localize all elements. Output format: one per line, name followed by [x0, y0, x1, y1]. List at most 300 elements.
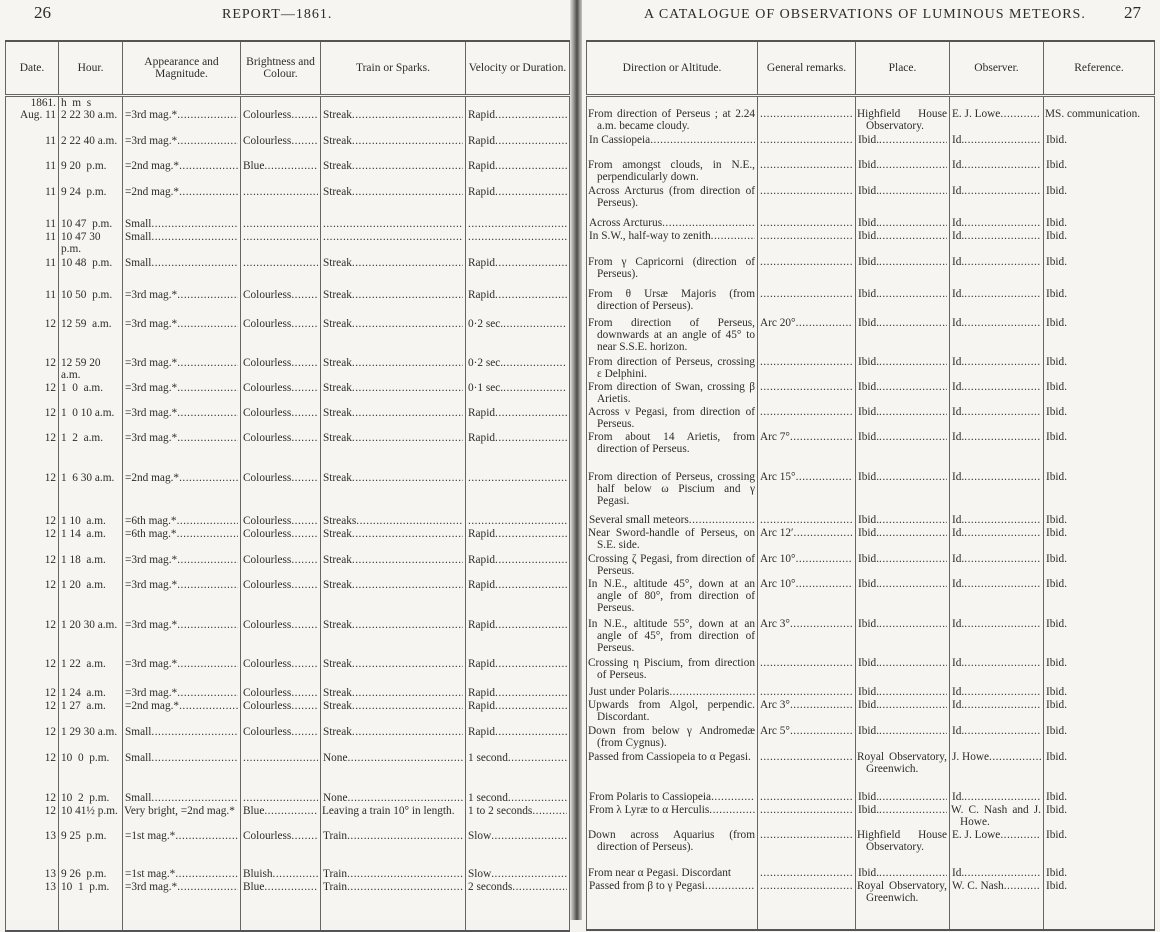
appearance-cell-text: =2nd mag.* [125, 472, 180, 485]
dot-leader [709, 804, 755, 816]
date-cell [6, 752, 59, 792]
brightness-cell-content [243, 687, 318, 699]
dot-leader [669, 686, 755, 698]
dot-leader [291, 528, 318, 540]
date-cell [6, 289, 59, 318]
dot-leader [177, 619, 238, 631]
table-row [587, 578, 1155, 618]
dot-leader [711, 791, 755, 803]
velocity-cell-text: Rapid [468, 700, 495, 713]
reference-cell [1044, 185, 1155, 217]
direction-text: From direction of Perseus, crossing half below ω Piscium and γ Pegasi. [588, 470, 755, 507]
dot-leader [879, 686, 947, 698]
dot-leader [760, 108, 853, 120]
place-cell [856, 471, 950, 514]
velocity-cell-text: 0·1 sec. [468, 382, 504, 395]
dot-leader [177, 687, 238, 699]
observer-cell-content [952, 381, 1041, 393]
place-cell [856, 686, 950, 699]
brightness-cell-content [243, 382, 318, 394]
place-cell-content [858, 867, 947, 879]
empty-cell [466, 96, 570, 110]
reference-cell [1044, 553, 1155, 578]
remarks-cell-text: Arc 3° [760, 617, 790, 630]
velocity-cell [466, 726, 570, 752]
dot-leader [760, 381, 853, 393]
dot-leader [879, 406, 947, 418]
reference-cell [1044, 618, 1155, 657]
direction-cell-content [589, 217, 755, 229]
date-value: 12 [44, 382, 56, 395]
remarks-cell [758, 829, 856, 867]
appearance-cell-content [125, 868, 238, 880]
date-value: 13 [44, 868, 56, 881]
place-cell [856, 791, 950, 804]
date-value: 11 [45, 257, 56, 270]
reference-cell-text: Ibid. [1046, 656, 1068, 669]
empty-cell [241, 96, 321, 110]
observer-cell-text: Id. [952, 866, 965, 879]
place-cell [856, 108, 950, 134]
dot-leader [151, 726, 238, 738]
reference-cell-text: Ibid. [1046, 355, 1068, 368]
table-row [6, 579, 570, 619]
dot-leader [964, 514, 1041, 526]
dot-leader [879, 578, 947, 590]
appearance-cell [123, 382, 241, 407]
dot-leader [760, 657, 853, 669]
observer-cell-content [952, 108, 1041, 120]
date-value: 12 [44, 432, 56, 445]
appearance-cell-text: =3rd mag.* [125, 407, 178, 420]
date-cell [6, 432, 59, 472]
column-header: General remarks. [758, 41, 856, 96]
brightness-cell [241, 186, 321, 218]
brightness-cell-content [243, 700, 318, 712]
table-row [587, 804, 1155, 829]
hour-units [59, 96, 123, 110]
place-cell-content [858, 553, 947, 565]
reference-cell-content [1046, 381, 1152, 393]
brightness-cell-text: Colourless [243, 432, 292, 445]
date-value: 12 [44, 700, 56, 713]
dot-leader [352, 357, 463, 369]
hour-cell [59, 752, 123, 792]
appearance-cell-content [125, 382, 238, 394]
hour-cell [59, 830, 123, 868]
train-cell-text: Streak [323, 382, 352, 395]
remarks-cell [758, 725, 856, 751]
velocity-cell-text: Rapid [468, 289, 495, 302]
dot-leader [179, 700, 238, 712]
reference-cell [1044, 256, 1155, 288]
appearance-cell [123, 289, 241, 318]
hour-cell [59, 868, 123, 881]
remarks-cell [758, 514, 856, 527]
place-cell [856, 553, 950, 578]
velocity-cell-text: 0·2 sec. [468, 318, 504, 331]
velocity-cell-text: Rapid [468, 658, 495, 671]
table-row [587, 406, 1155, 431]
train-cell [321, 830, 466, 868]
remarks-cell-content [760, 256, 853, 268]
observer-cell-content [952, 553, 1041, 565]
appearance-cell-content [125, 109, 238, 121]
dot-leader [964, 553, 1041, 565]
appearance-cell-text: Small [125, 218, 152, 231]
appearance-cell-content [125, 231, 238, 243]
dot-leader [879, 867, 947, 879]
remarks-cell-text: Arc 12′ [760, 526, 794, 539]
dot-leader [352, 289, 463, 301]
hour-value: 1 24 a.m. [61, 687, 106, 700]
appearance-cell-content [125, 135, 238, 147]
appearance-cell-text: =1st mag.* [125, 830, 176, 843]
velocity-cell [466, 528, 570, 554]
reference-cell-text: Ibid. [1046, 316, 1068, 329]
direction-text: Crossing η Piscium, from direction of Perseus. [588, 656, 755, 681]
appearance-cell-text: =3rd mag.* [125, 382, 178, 395]
appearance-cell [123, 231, 241, 257]
dot-leader [291, 432, 318, 444]
dot-leader [491, 830, 567, 842]
dot-leader [491, 868, 567, 880]
table-row [6, 515, 570, 528]
direction-cell-content [589, 791, 755, 803]
page-number-left: 26 [34, 3, 51, 22]
remarks-cell [758, 751, 856, 791]
train-cell-content [323, 160, 463, 172]
observer-cell-content [952, 657, 1041, 669]
column-header: Hour. [59, 41, 123, 96]
train-cell-content [323, 407, 463, 419]
dot-leader [532, 805, 567, 817]
train-cell-content [323, 357, 463, 369]
column-header: Appearance and Magnitude. [123, 41, 241, 96]
train-text: Leaving a train 10° in length. [322, 805, 455, 818]
velocity-cell-content [468, 135, 567, 147]
place-cell-text: Ibid. [858, 790, 880, 803]
dot-leader [291, 109, 318, 121]
train-cell [321, 515, 466, 528]
hour-cell [59, 407, 123, 432]
reference-cell [1044, 356, 1155, 381]
reference-cell-content [1046, 657, 1152, 669]
direction-cell [587, 657, 758, 686]
observer-cell-content [952, 514, 1041, 526]
train-cell-text: Streak [323, 109, 352, 122]
observer-cell [950, 829, 1044, 867]
dot-leader [790, 699, 853, 711]
hour-cell [59, 160, 123, 186]
place-cell-text: Ibid. [858, 184, 880, 197]
place-cell [856, 867, 950, 880]
place-cell-text: Ibid. [858, 470, 880, 483]
remarks-cell-text: Arc 5° [760, 724, 790, 737]
appearance-cell-content [125, 554, 238, 566]
place-cell-text: Ibid. [858, 656, 880, 669]
dot-leader [964, 725, 1041, 737]
appearance-cell [123, 407, 241, 432]
brightness-cell-content [243, 619, 318, 631]
place-cell [856, 880, 950, 930]
observer-cell [950, 791, 1044, 804]
dot-leader [879, 699, 947, 711]
dot-leader [291, 658, 318, 670]
table-row [587, 553, 1155, 578]
place-cell [856, 288, 950, 317]
observer-cell-text: E. J. Lowe [952, 107, 1001, 120]
dot-leader [879, 618, 947, 630]
dot-leader [291, 382, 318, 394]
date-cell [6, 160, 59, 186]
reference-cell-content [1046, 686, 1152, 698]
observer-text: W. C. Nash and J. Howe. [951, 803, 1041, 828]
table-row [6, 472, 570, 515]
column-header: Date. [6, 41, 59, 96]
appearance-cell-content [125, 257, 238, 269]
dot-leader [177, 881, 238, 893]
observer-cell [950, 471, 1044, 514]
dot-leader [177, 109, 238, 121]
velocity-cell [466, 357, 570, 382]
brightness-cell-content [243, 554, 318, 566]
dot-leader [291, 700, 318, 712]
observer-cell-content [952, 317, 1041, 329]
train-cell-text: Train [323, 868, 348, 881]
place-cell-content [858, 230, 947, 242]
dot-leader [760, 134, 853, 146]
observer-cell-text: Id. [952, 158, 965, 171]
hour-value: 1 29 30 a.m. [61, 726, 118, 739]
remarks-cell-text: Arc 10° [760, 577, 796, 590]
date-value: 12 [44, 752, 56, 765]
dot-leader [291, 318, 318, 330]
dot-leader [352, 554, 463, 566]
place-cell-text: Ibid. [858, 577, 880, 590]
brightness-cell-content [243, 792, 318, 804]
brightness-cell [241, 687, 321, 700]
remarks-cell-text: Arc 7° [760, 430, 790, 443]
reference-cell [1044, 699, 1155, 725]
train-cell-content [323, 726, 463, 738]
appearance-cell [123, 257, 241, 289]
appearance-cell-text: Small [125, 257, 152, 270]
observer-cell [950, 288, 1044, 317]
place-cell-text: Ibid. [858, 698, 880, 711]
table-row [6, 186, 570, 218]
reference-cell-content [1046, 527, 1152, 539]
brightness-cell-content [243, 658, 318, 670]
empty-cell [1044, 96, 1155, 108]
dot-leader [352, 700, 463, 712]
observer-cell [950, 578, 1044, 618]
place-cell-content [858, 381, 947, 393]
place-cell-content [858, 406, 947, 418]
train-cell-text: Streak [323, 318, 352, 331]
date-value: 12 [44, 407, 56, 420]
place-cell-content [858, 527, 947, 539]
dot-leader [879, 356, 947, 368]
place-cell [856, 804, 950, 829]
direction-text: Down from below γ Andromedæ (from Cygnus). [588, 724, 755, 749]
velocity-cell [466, 515, 570, 528]
dot-leader [964, 657, 1041, 669]
dot-leader [468, 472, 567, 484]
place-cell-text: Ibid. [858, 158, 880, 171]
direction-cell-text: In Cassiopeia [589, 133, 651, 146]
appearance-cell-text: Small [125, 231, 152, 244]
table-row [6, 432, 570, 472]
dot-leader [760, 185, 853, 197]
appearance-cell-content [125, 218, 238, 230]
observer-cell-content [952, 471, 1041, 483]
velocity-cell-content [468, 579, 567, 591]
reference-cell-text: Ibid. [1046, 430, 1068, 443]
remarks-cell [758, 185, 856, 217]
remarks-cell [758, 134, 856, 159]
brightness-cell-text: Colourless [243, 357, 292, 370]
velocity-cell-content [468, 318, 567, 330]
remarks-cell [758, 471, 856, 514]
appearance-cell-text: =3rd mag.* [125, 135, 178, 148]
direction-text: From direction of Perseus, downwards at an angle of 45° to near S.S.E. horizon. [588, 316, 755, 353]
brightness-cell-text: Colourless [243, 135, 292, 148]
direction-cell-content [589, 230, 755, 242]
dot-leader [879, 317, 947, 329]
brightness-cell-content [243, 432, 318, 444]
velocity-cell-content [468, 515, 567, 527]
velocity-cell-text: Rapid [468, 528, 495, 541]
dot-leader [879, 804, 947, 816]
place-cell [856, 317, 950, 356]
direction-text: From direction of Swan, crossing β Arietis. [588, 380, 755, 405]
dot-leader [347, 752, 463, 764]
observer-cell-text: Id. [952, 526, 965, 539]
column-header: Velocity or Duration. [466, 41, 570, 96]
appearance-cell-text: =3rd mag.* [125, 289, 178, 302]
brightness-cell-content [243, 579, 318, 591]
velocity-cell [466, 658, 570, 687]
column-header: Observer. [950, 41, 1044, 96]
reference-cell [1044, 317, 1155, 356]
reference-cell [1044, 880, 1155, 930]
direction-text: From amongst clouds, in N.E., perpendicularly down. [588, 158, 755, 183]
observer-cell-text: Id. [952, 617, 965, 630]
dot-leader [352, 472, 463, 484]
date-value: 11 [45, 160, 56, 173]
table-row [6, 700, 570, 726]
table-row [6, 687, 570, 700]
hour-cell [59, 318, 123, 357]
observer-cell-content [952, 791, 1041, 803]
train-cell [321, 407, 466, 432]
place-cell-text: Ibid. [858, 405, 880, 418]
observer-cell [950, 880, 1044, 930]
reference-cell [1044, 527, 1155, 553]
appearance-cell [123, 432, 241, 472]
velocity-cell-content [468, 357, 567, 369]
dot-leader [650, 134, 755, 146]
velocity-cell-content [468, 289, 567, 301]
dot-leader [468, 515, 567, 527]
reference-cell-text: Ibid. [1046, 577, 1068, 590]
reference-cell-content [1046, 578, 1152, 590]
dot-leader [495, 135, 567, 147]
remarks-cell-content [760, 553, 853, 565]
appearance-cell-text: =3rd mag.* [125, 432, 178, 445]
running-head-right: A CATALOGUE OF OBSERVATIONS OF LUMINOUS METEORS. [644, 7, 1086, 22]
direction-cell [587, 578, 758, 618]
place-cell [856, 699, 950, 725]
velocity-cell [466, 231, 570, 257]
dot-leader [177, 515, 238, 527]
date-cell [6, 579, 59, 619]
appearance-cell-content [125, 528, 238, 540]
reference-cell-text: Ibid. [1046, 405, 1068, 418]
hour-value: 1 2 a.m. [61, 432, 104, 445]
direction-cell [587, 356, 758, 381]
hour-cell [59, 687, 123, 700]
direction-text: From γ Capricorni (direction of Perseus). [588, 255, 755, 280]
remarks-cell-content [760, 657, 853, 669]
dot-leader [291, 407, 318, 419]
direction-cell [587, 431, 758, 471]
remarks-cell-content [760, 867, 853, 879]
table-row [587, 431, 1155, 471]
train-cell-text: Streak [323, 528, 352, 541]
date-value: 13 [44, 881, 56, 894]
remarks-cell [758, 686, 856, 699]
velocity-cell-text: Rapid [468, 257, 495, 270]
dot-leader [243, 231, 318, 243]
appearance-cell [123, 792, 241, 805]
appearance-cell [123, 554, 241, 579]
place-cell [856, 356, 950, 381]
velocity-cell [466, 805, 570, 830]
direction-cell [587, 134, 758, 159]
date-cell [6, 830, 59, 868]
appearance-cell-content [125, 881, 238, 893]
remarks-cell [758, 381, 856, 406]
brightness-cell [241, 579, 321, 619]
brightness-cell-content [243, 868, 318, 880]
velocity-cell [466, 687, 570, 700]
remarks-cell-content [760, 288, 853, 300]
appearance-cell [123, 752, 241, 792]
train-cell-content [323, 231, 463, 243]
observer-cell-content [952, 230, 1041, 242]
brightness-cell-content [243, 318, 318, 330]
date-value: 11 [45, 135, 56, 148]
hour-units-label: h m s [61, 97, 92, 109]
remarks-cell [758, 880, 856, 930]
observer-cell-text: E. J. Lowe [952, 828, 1001, 841]
place-text: Highfield House Observatory. [857, 828, 947, 853]
brightness-cell [241, 231, 321, 257]
brightness-cell-text: Blue [243, 881, 265, 894]
dot-leader [879, 217, 947, 229]
reference-cell-content [1046, 217, 1152, 229]
reference-cell [1044, 108, 1155, 134]
hour-value: 1 20 30 a.m. [61, 619, 118, 632]
direction-text: Across ν Pegasi, from direction of Perseus. [588, 405, 755, 430]
date-cell [6, 318, 59, 357]
dot-leader [495, 407, 567, 419]
train-cell-text: Train [323, 881, 348, 894]
dot-leader [495, 257, 567, 269]
table-row [6, 881, 570, 931]
